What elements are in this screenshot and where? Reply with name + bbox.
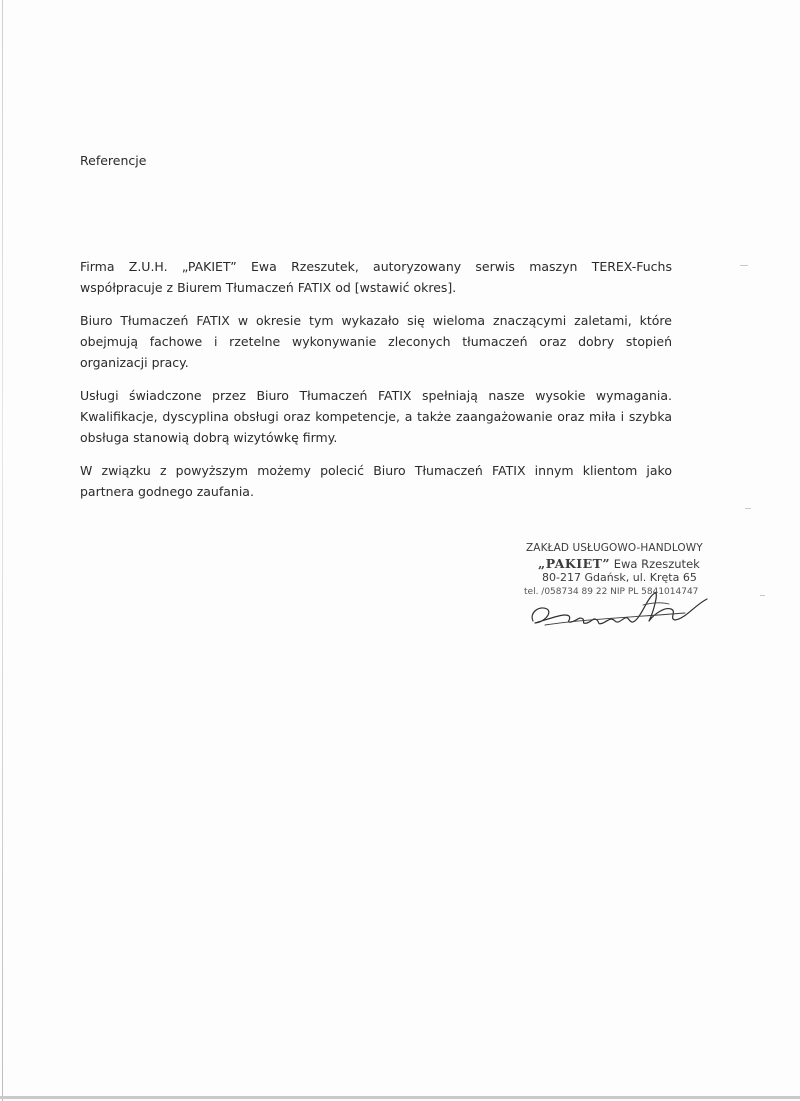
letter-body xyxy=(80,256,672,514)
stamp-brand: „PAKIET” xyxy=(538,556,611,571)
scan-edge-left xyxy=(2,0,3,1101)
scan-speck xyxy=(745,508,751,509)
paragraph: Usługi świadczone przez Biuro Tłumaczeń FATIX spełniają nasze wysokie wymagania. Kwalifikacje, dyscyplina obsługi oraz kompetencje, a także zaangażowanie oraz miła i szybka obsługa stanowią dobrą wizytówkę firmy. xyxy=(80,388,672,445)
scan-edge-bottom xyxy=(0,1096,800,1099)
scan-speck xyxy=(760,595,765,596)
scan-speck xyxy=(740,265,748,266)
stamp-contact: tel. /058734 89 22 NIP PL 5841014747 xyxy=(524,587,699,597)
stamp-owner: Ewa Rzeszutek xyxy=(613,557,700,571)
stamp-company-type: ZAKŁAD USŁUGOWO-HANDLOWY xyxy=(526,542,703,554)
paragraph: W związku z powyższym możemy polecić Biuro Tłumaczeń FATIX innym klientom jako partnera godnego zaufania. xyxy=(80,463,672,499)
paragraph: Firma Z.U.H. „PAKIET” Ewa Rzeszutek, autoryzowany serwis maszyn TEREX-Fuchs współpracuje z Biurem Tłumaczeń FATIX od [wstawić okres]. xyxy=(80,259,672,295)
page-title: Referencje xyxy=(80,153,147,168)
handwritten-signature-icon xyxy=(525,583,715,633)
paragraph: Biuro Tłumaczeń FATIX w okresie tym wykazało się wieloma znaczącymi zaletami, które obejmują fachowe i rzetelne wykonywanie zleconych tłumaczeń oraz dobry stopień organizacji pracy. xyxy=(80,313,672,370)
stamp-address: 80-217 Gdańsk, ul. Kręta 65 xyxy=(542,571,697,584)
stamp-name-line xyxy=(538,556,700,571)
